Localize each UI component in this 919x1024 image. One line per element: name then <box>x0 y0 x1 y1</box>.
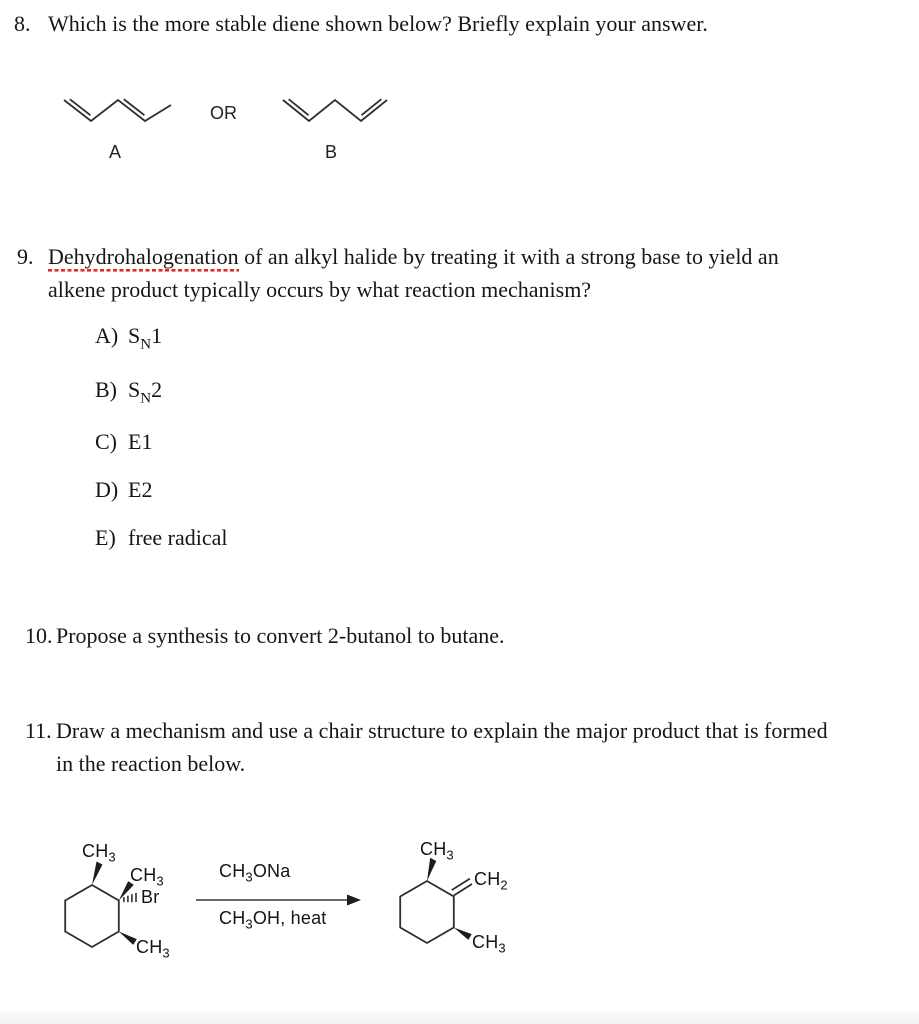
option-value: $S_N1$ <box>128 323 163 353</box>
product-structure <box>393 833 553 988</box>
reactant-bromine-label: Br <box>141 887 160 907</box>
diene-b-chain <box>283 100 387 121</box>
q9-option-c <box>95 429 152 455</box>
q10-text: Propose a synthesis to convert 2-butanol to butane. <box>56 623 505 648</box>
q9-misspelled-word: Dehydrohalogenation <box>48 244 239 272</box>
reactant-top-methyl-label: $CH_3$ <box>82 841 116 865</box>
diene-a-structure <box>55 88 185 133</box>
q9-line1-rest: of an alkyl halide by treating it with a strong base to yield an <box>238 244 779 269</box>
product-methylene-label: $CH_2$ <box>474 869 508 893</box>
q8-number: 8. <box>14 11 31 36</box>
option-letter: D) <box>95 477 119 502</box>
reactant-bottom-methyl-label: $CH_3$ <box>136 937 170 961</box>
option-value: E2 <box>128 477 153 502</box>
q9-option-b <box>95 377 163 407</box>
cyclohexane-ring <box>65 885 119 947</box>
q9-line2: alkene product typically occurs by what reaction mechanism? <box>48 277 592 302</box>
q9-option-e <box>95 525 228 551</box>
option-letter: C) <box>95 429 117 454</box>
wedge-bond-top-methyl <box>92 862 103 886</box>
diene-a-chain <box>64 100 171 121</box>
diene-b-structure <box>276 88 401 133</box>
option-letter: E) <box>95 525 116 550</box>
option-value: E1 <box>128 429 153 454</box>
product-bottom-methyl-label: $CH_3$ <box>472 932 506 956</box>
q11-line2: in the reaction below. <box>56 751 246 776</box>
q11-line1: Draw a mechanism and use a chair structure to explain the major product that is formed <box>56 718 828 743</box>
q10-number: 10. <box>25 623 53 648</box>
option-value: $S_N2$ <box>128 377 163 407</box>
reaction-arrow <box>195 891 365 909</box>
or-label: OR <box>210 103 237 123</box>
wedge-bond-bottom-methyl <box>454 928 472 940</box>
product-top-methyl-label: $CH_3$ <box>420 839 454 863</box>
option-value: free radical <box>128 525 228 550</box>
wedge-bond-top-methyl <box>427 858 436 881</box>
reagent-above-arrow: $CH_3ONa$ <box>219 861 291 885</box>
q9-number: 9. <box>17 244 34 269</box>
option-letter: B) <box>95 377 117 402</box>
q8-text: Which is the more stable diene shown below? Briefly explain your answer. <box>48 11 708 36</box>
cyclohexane-ring <box>400 881 454 943</box>
wedge-bond-bottom-methyl <box>119 932 137 945</box>
q9-option-d <box>95 477 152 503</box>
reactant-c1-methyl-label: $CH_3$ <box>130 865 164 889</box>
diene-a-label: A <box>109 142 122 162</box>
exocyclic-double-bond <box>452 879 472 896</box>
q9-text <box>48 240 779 306</box>
reagent-below-arrow: $CH_3OH$, heat <box>219 908 327 932</box>
diene-b-label: B <box>325 142 338 162</box>
arrow-head <box>347 895 361 906</box>
option-letter: A) <box>95 323 119 348</box>
hashed-bond-bromine <box>124 893 136 902</box>
reactant-structure <box>55 835 205 985</box>
q11-text <box>56 714 828 780</box>
bottom-page-edge <box>0 1011 919 1024</box>
q11-number: 11. <box>25 718 52 743</box>
q9-option-a <box>95 323 163 353</box>
